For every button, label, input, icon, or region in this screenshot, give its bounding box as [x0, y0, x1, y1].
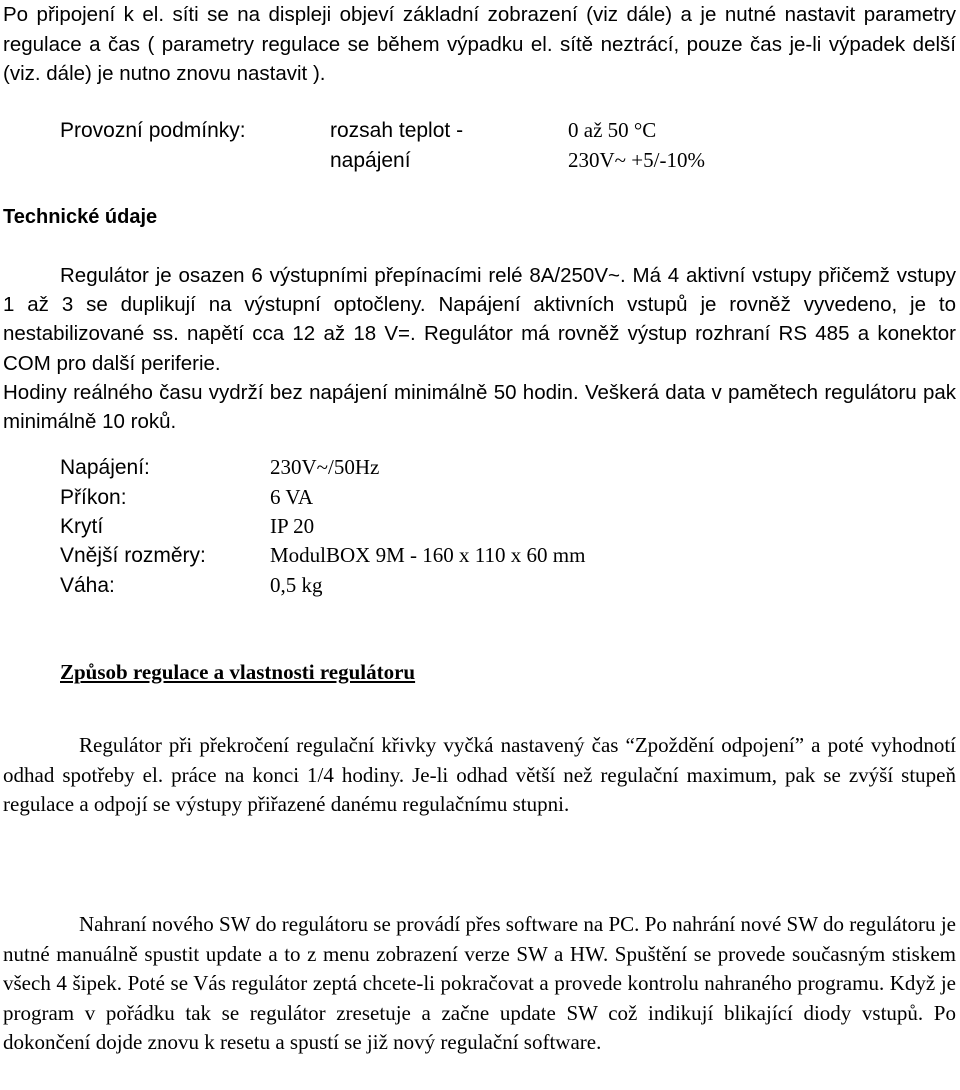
- spec-value: ModulBOX 9M - 160 x 110 x 60 mm: [270, 543, 586, 567]
- update-text: Nahraní nového SW do regulátoru se provádí přes software na PC. Po nahrání nové SW do regulátoru je nutné manuálně spustit update a to z menu zobrazení verze SW a HW. Spuštění se provede současným stiskem všech 4 šipek. Poté se Vás regulátor zeptá chcete-li pokračovat a provede kontrolu nahraného programu. Když je program v pořádku tak se regulátor zresetuje a začne update SW což indikují blikající diody vstupů. Po dokončení dojde znovu k resetu a spustí se již nový regulační software.: [3, 912, 956, 1054]
- spec-label: Vnější rozměry:: [60, 544, 206, 567]
- update-paragraph: [3, 910, 956, 1058]
- spec-label: Krytí: [60, 515, 104, 538]
- regulation-text: Regulátor při překročení regulační křivky vyčká nastavený čas “Zpoždění odpojení” a poté vyhodnotí odhad spotřeby el. práce na konci 1/4 hodiny. Je-li odhad větší než regulační maximum, pak se zvýší stupeň regulace a odpojí se výstupy přiřazené danému regulačnímu stupni.: [3, 733, 956, 816]
- spec-value: 6 VA: [270, 485, 313, 509]
- spec-value: 230V~/50Hz: [270, 455, 380, 479]
- condition-name-power: napájení: [330, 149, 411, 172]
- regulation-heading: Způsob regulace a vlastnosti regulátoru: [60, 660, 416, 684]
- condition-value-power: 230V~ +5/-10%: [568, 148, 705, 172]
- spec-label: Váha:: [60, 574, 115, 597]
- spec-label: Napájení:: [60, 456, 150, 479]
- intro-paragraph: Po připojení k el. síti se na displeji objeví základní zobrazení (viz dále) a je nutné nastavit parametry regulace a čas ( parametry regulace se během výpadku el. sítě neztrácí, pouze čas je-li výpadek delší (viz. dále) je nutno znovu nastavit ).: [3, 3, 956, 85]
- spec-value: IP 20: [270, 514, 315, 538]
- condition-name-temperature: rozsah teplot -: [330, 119, 464, 142]
- condition-value-temperature: 0 až 50 °C: [568, 118, 657, 142]
- technical-sentence-3: Hodiny reálného času vydrží bez napájení minimálně 50 hodin. Veškerá data v pamětech regulátoru pak minimálně 10 roků.: [3, 380, 956, 434]
- technical-paragraph: [3, 261, 956, 436]
- technical-sentence-2: Má 4 aktivní vstupy přičemž vstupy 1 až 3 se duplikují na výstupní optočleny. Napájení aktivních vstupů je rovněž vyvedeno, je to nestabilizované ss. napětí cca 12 až 18 V=. Regulátor má rovněž výstup rozhraní RS 485 a konektor COM pro další periferie.: [3, 264, 956, 375]
- spec-value: 0,5 kg: [270, 573, 323, 597]
- operating-conditions-label: Provozní podmínky:: [60, 119, 246, 142]
- spec-label: Příkon:: [60, 486, 127, 509]
- technical-heading: Technické údaje: [3, 206, 158, 228]
- regulation-paragraph: [3, 731, 956, 820]
- technical-sentence-1: Regulátor je osazen 6 výstupními přepínacími relé 8A/250V~.: [60, 264, 626, 287]
